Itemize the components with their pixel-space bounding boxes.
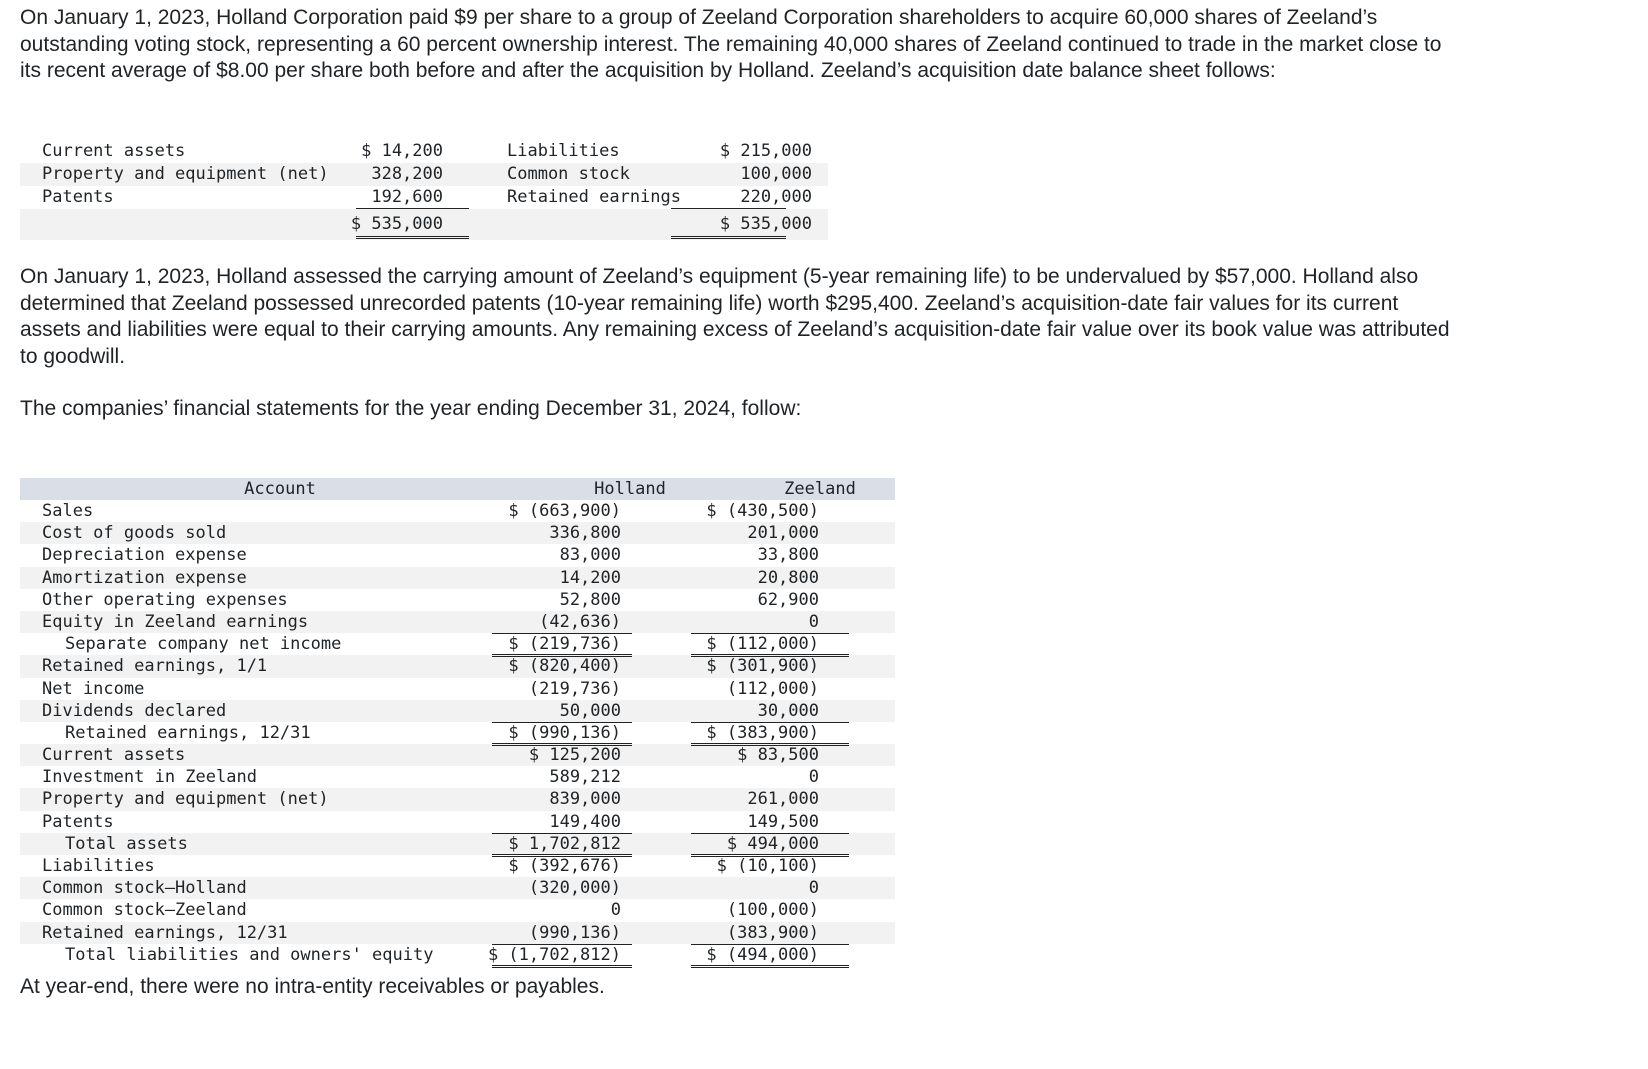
zeeland-value-cell: 0: [808, 611, 819, 632]
account-cell: Retained earnings, 12/31: [65, 722, 311, 743]
holland-value-cell: 149,400: [549, 811, 621, 832]
balance-sheet-left-label: Patents: [42, 187, 114, 207]
holland-value-cell: $ (663,900): [508, 501, 621, 521]
table-row: [20, 922, 895, 944]
account-cell: Property and equipment (net): [42, 789, 329, 810]
holland-column-header: Holland: [594, 479, 666, 499]
subtotal-rule: [691, 944, 849, 945]
table-row: [20, 744, 895, 766]
holland-value-cell: 839,000: [549, 789, 621, 810]
holland-value-cell: 52,800: [559, 589, 621, 610]
zeeland-value-cell: 201,000: [747, 523, 819, 544]
table-row: [20, 544, 895, 566]
zeeland-value-cell: 62,900: [757, 589, 819, 610]
account-cell: Cost of goods sold: [42, 523, 227, 544]
zeeland-value-cell: $ 83,500: [737, 745, 819, 766]
table-row: [20, 833, 895, 855]
balance-sheet-right-value: 100,000: [740, 164, 812, 184]
zeeland-value-cell: $ (383,900): [706, 722, 819, 743]
balance-sheet-total-rule: [356, 236, 469, 239]
holland-value-cell: $ (219,736): [508, 634, 621, 655]
account-cell: Common stock—Zeeland: [42, 900, 247, 921]
third-paragraph: The companies’ financial statements for the year ending December 31, 2024, follow:: [20, 397, 802, 420]
balance-sheet-left-value: 328,200: [371, 164, 443, 184]
account-cell: Total liabilities and owners' equity: [65, 944, 434, 965]
balance-sheet-right-value: $ 215,000: [719, 141, 812, 161]
table-row: [20, 722, 895, 744]
total-double-rule: [492, 654, 632, 657]
closing-paragraph: At year-end, there were no intra-entity receivables or payables.: [20, 975, 605, 998]
account-cell: Investment in Zeeland: [42, 767, 257, 788]
holland-value-cell: $ (990,136): [508, 722, 621, 743]
balance-sheet-subtotal-rule: [671, 208, 786, 209]
total-double-rule: [492, 854, 632, 857]
table-row: [20, 522, 895, 544]
table-body: [20, 500, 895, 966]
balance-sheet-left-label: Property and equipment (net): [42, 164, 329, 184]
table-row: [20, 500, 895, 522]
balance-sheet-right-value: 220,000: [740, 187, 812, 207]
table-row: [20, 811, 895, 833]
account-cell: Common stock—Holland: [42, 878, 247, 899]
total-double-rule: [691, 854, 849, 857]
total-double-rule: [492, 965, 632, 968]
table-row: [20, 899, 895, 921]
table-row: [20, 855, 895, 877]
subtotal-rule: [691, 833, 849, 834]
account-cell: Separate company net income: [65, 634, 342, 655]
table-row: [20, 611, 895, 633]
subtotal-rule: [492, 722, 632, 723]
holland-value-cell: $ 125,200: [528, 745, 621, 766]
subtotal-rule: [492, 944, 632, 945]
zeeland-value-cell: $ (430,500): [706, 501, 819, 521]
subtotal-rule: [492, 633, 632, 634]
holland-value-cell: $ 1,702,812: [508, 833, 621, 854]
holland-value-cell: 589,212: [549, 767, 621, 788]
zeeland-value-cell: $ (112,000): [706, 634, 819, 655]
balance-sheet-row: [20, 140, 828, 163]
account-cell: Other operating expenses: [42, 589, 288, 610]
table-row: [20, 944, 895, 966]
account-cell: Retained earnings, 12/31: [42, 922, 288, 943]
account-cell: Equity in Zeeland earnings: [42, 611, 309, 632]
balance-sheet-total-right: $ 535,000: [719, 214, 812, 234]
holland-value-cell: 336,800: [549, 523, 621, 544]
balance-sheet-right-label: Liabilities: [507, 141, 620, 161]
table-row: [20, 589, 895, 611]
table-row: [20, 567, 895, 589]
zeeland-value-cell: $ (301,900): [706, 656, 819, 677]
account-column-header: Account: [244, 479, 316, 499]
zeeland-value-cell: (383,900): [726, 922, 819, 943]
total-double-rule: [691, 965, 849, 968]
financial-statements-table: [20, 478, 895, 966]
total-double-rule: [691, 654, 849, 657]
zeeland-value-cell: 30,000: [757, 700, 819, 721]
table-row: [20, 877, 895, 899]
balance-sheet-left-value: 192,600: [371, 187, 443, 207]
holland-value-cell: 0: [610, 900, 621, 921]
account-cell: Amortization expense: [42, 567, 247, 588]
balance-sheet-row: [20, 186, 828, 209]
table-row: [20, 788, 895, 810]
balance-sheet-total-rule: [671, 236, 786, 239]
second-paragraph: On January 1, 2023, Holland assessed the carrying amount of Zeeland’s equipment (5-year remaining life) to be undervalued by $57,000. Holland also determined that Zeeland possessed unrecorded patents (10-year remaining life) worth $295,400. Zeeland’s acquisition-date fair values for its current assets and liabilities were equal to their carrying amounts. Any remaining excess of Zeeland’s acquisition-date fair value over its book value was attributed to goodwill.: [20, 265, 1450, 368]
account-cell: Current assets: [42, 745, 186, 766]
subtotal-rule: [691, 722, 849, 723]
zeeland-value-cell: $ (494,000): [706, 944, 819, 965]
account-cell: Retained earnings, 1/1: [42, 656, 268, 677]
holland-value-cell: 14,200: [559, 567, 621, 588]
holland-value-cell: $ (1,702,812): [487, 944, 621, 965]
table-header-row: [20, 478, 895, 500]
zeeland-value-cell: (112,000): [726, 678, 819, 699]
holland-value-cell: (219,736): [528, 678, 621, 699]
table-row: [20, 678, 895, 700]
balance-sheet-left-value: $ 14,200: [361, 141, 443, 161]
table-row: [20, 700, 895, 722]
zeeland-value-cell: 33,800: [757, 545, 819, 566]
holland-value-cell: 50,000: [559, 700, 621, 721]
zeeland-value-cell: $ (10,100): [716, 856, 819, 876]
table-row: [20, 633, 895, 655]
intro-paragraph: On January 1, 2023, Holland Corporation paid $9 per share to a group of Zeeland Corporation shareholders to acquire 60,000 shares of Zeeland’s outstanding voting stock, representing a 60 percent ownership interest. The remaining 40,000 shares of Zeeland continued to trade in the market close to its recent average of $8.00 per share both before and after the acquisition by Holland. Zeeland’s acquisition date balance sheet follows:: [20, 6, 1442, 82]
holland-value-cell: (990,136): [528, 922, 621, 943]
balance-sheet-subtotal-rule: [356, 208, 469, 209]
account-cell: Dividends declared: [42, 700, 227, 721]
total-double-rule: [492, 743, 632, 746]
zeeland-value-cell: 261,000: [747, 789, 819, 810]
zeeland-value-cell: (100,000): [726, 900, 819, 921]
table-row: [20, 655, 895, 677]
account-cell: Liabilities: [42, 856, 155, 876]
balance-sheet-total-left: $ 535,000: [350, 214, 443, 234]
holland-value-cell: (42,636): [539, 611, 621, 632]
account-cell: Net income: [42, 678, 145, 699]
balance-sheet-right-label: Retained earnings: [507, 187, 681, 207]
account-cell: Patents: [42, 811, 114, 832]
zeeland-column-header: Zeeland: [784, 479, 856, 499]
holland-value-cell: 83,000: [559, 545, 621, 566]
zeeland-value-cell: 0: [808, 878, 819, 899]
zeeland-value-cell: $ 494,000: [726, 833, 819, 854]
account-cell: Depreciation expense: [42, 545, 247, 566]
zeeland-value-cell: 20,800: [757, 567, 819, 588]
table-row: [20, 766, 895, 788]
holland-value-cell: $ (820,400): [508, 656, 621, 677]
subtotal-rule: [691, 633, 849, 634]
account-cell: Sales: [42, 501, 94, 521]
balance-sheet-row: [20, 163, 828, 186]
zeeland-value-cell: 149,500: [747, 811, 819, 832]
holland-value-cell: (320,000): [528, 878, 621, 899]
account-cell: Total assets: [65, 833, 188, 854]
zeeland-value-cell: 0: [808, 767, 819, 788]
balance-sheet-left-label: Current assets: [42, 141, 186, 161]
holland-value-cell: $ (392,676): [508, 856, 621, 876]
acquisition-balance-sheet: [20, 140, 828, 240]
total-double-rule: [691, 743, 849, 746]
balance-sheet-right-label: Common stock: [507, 164, 630, 184]
subtotal-rule: [492, 833, 632, 834]
